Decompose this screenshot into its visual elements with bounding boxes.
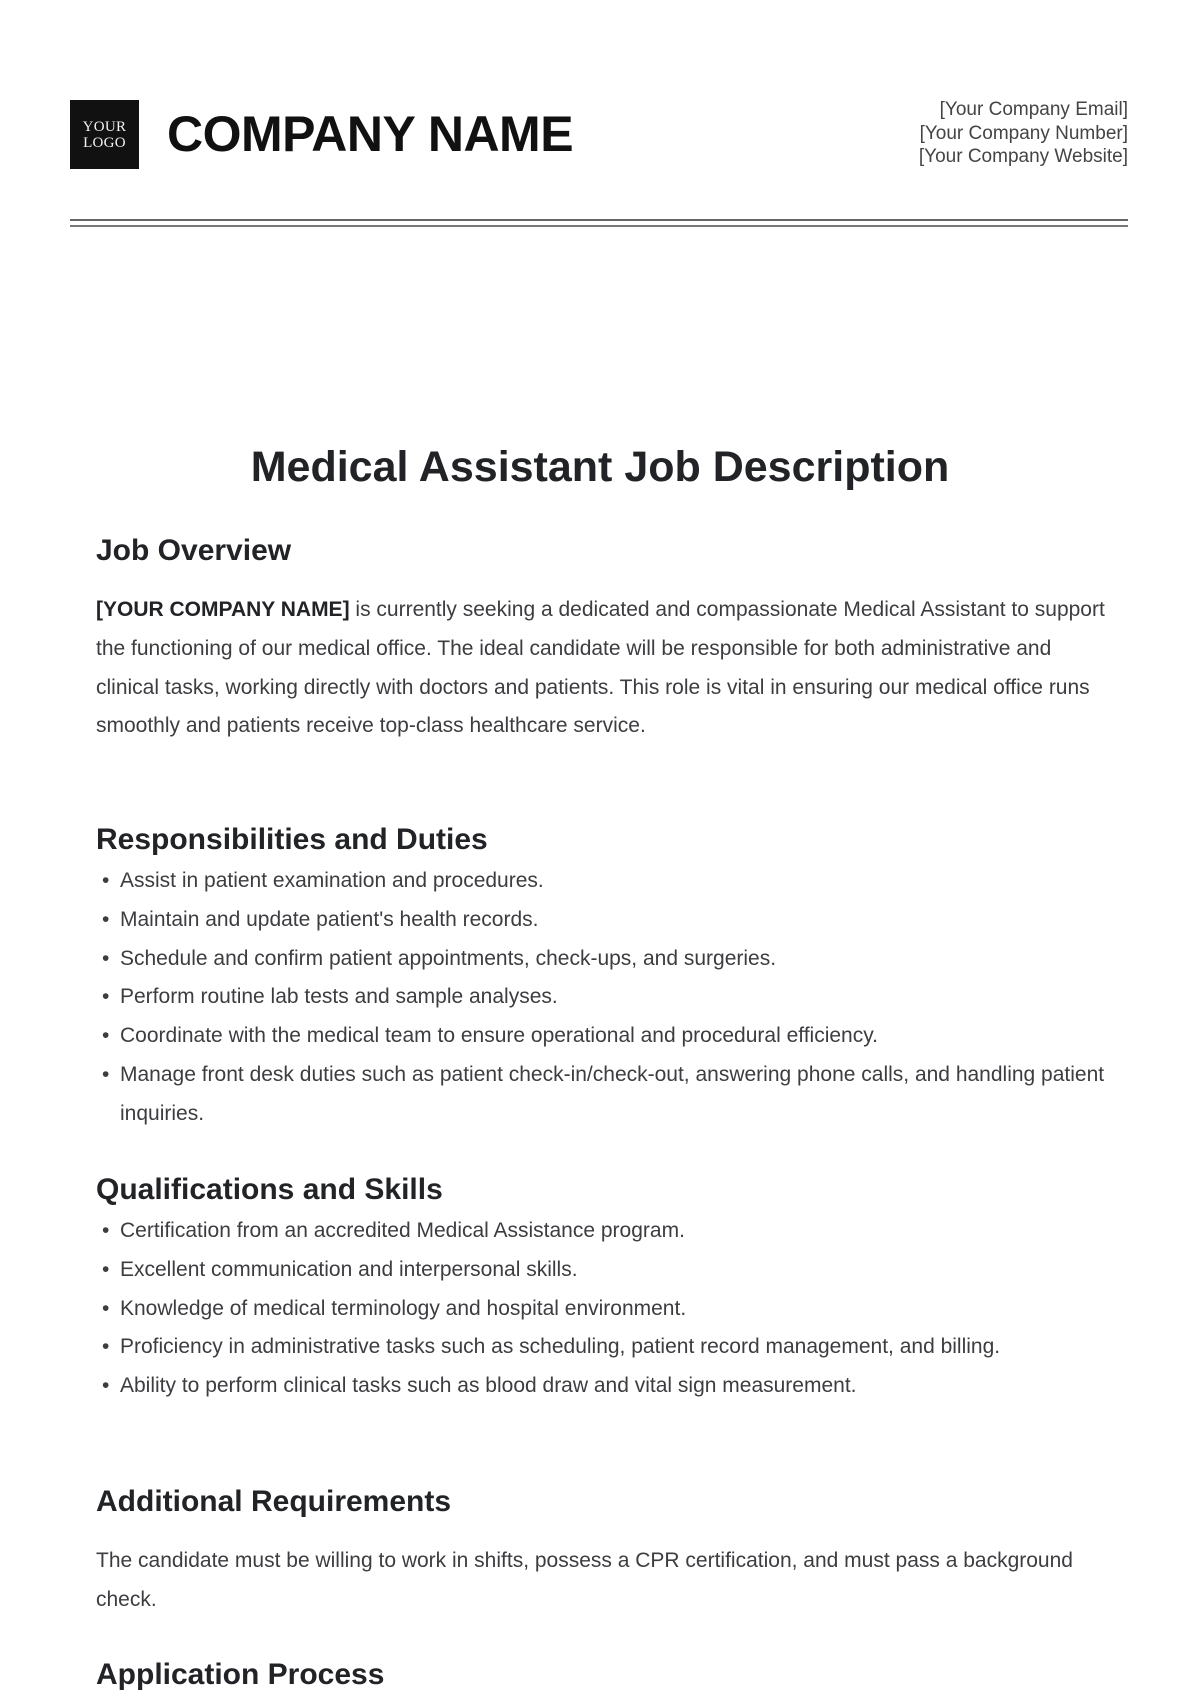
header-divider-top xyxy=(70,219,1128,221)
section-heading-responsibilities: Responsibilities and Duties xyxy=(96,823,488,856)
responsibilities-list xyxy=(96,862,1106,1134)
company-logo xyxy=(70,100,139,169)
company-name-placeholder: [YOUR COMPANY NAME] xyxy=(96,598,350,621)
company-website: [Your Company Website] xyxy=(918,146,1128,167)
company-contact-block xyxy=(919,98,1128,169)
company-email: [Your Company Email] xyxy=(939,99,1128,120)
list-item: • Proficiency in administrative tasks such as scheduling, patient record management, and billing. xyxy=(96,1328,1056,1367)
section-heading-qualifications: Qualifications and Skills xyxy=(96,1173,443,1206)
list-item: • Maintain and update patient's health records. xyxy=(96,901,1106,940)
section-heading-job-overview: Job Overview xyxy=(96,534,292,567)
list-item: • Manage front desk duties such as patient check-in/check-out, answering phone calls, and handling patient inquiries. xyxy=(96,1056,1106,1134)
job-overview-paragraph xyxy=(96,591,1116,746)
list-item: • Assist in patient examination and procedures. xyxy=(96,862,1106,901)
logo-text-line1: YOUR xyxy=(82,118,127,135)
qualifications-list xyxy=(96,1212,1056,1406)
list-item: • Schedule and confirm patient appointments, check-ups, and surgeries. xyxy=(96,940,1106,979)
section-heading-additional-requirements: Additional Requirements xyxy=(96,1485,452,1518)
list-item: • Ability to perform clinical tasks such as blood draw and vital sign measurement. xyxy=(96,1367,1056,1406)
list-item: • Perform routine lab tests and sample analyses. xyxy=(96,978,1106,1017)
list-item: • Coordinate with the medical team to ensure operational and procedural efficiency. xyxy=(96,1017,1106,1056)
list-item: • Certification from an accredited Medical Assistance program. xyxy=(96,1212,1056,1251)
document-title: Medical Assistant Job Description xyxy=(250,443,950,491)
job-overview-text: is currently seeking a dedicated and compassionate Medical Assistant to support the functioning of our medical office. The ideal candidate will be responsible for both administrative and clinical tasks, working directly with doctors and patients. This role is vital in ensuring our medical office runs smoothly and patients receive top-class healthcare service. xyxy=(96,598,1105,738)
list-item: • Excellent communication and interpersonal skills. xyxy=(96,1251,1056,1290)
logo-text-line2: LOGO xyxy=(83,134,126,151)
company-name: COMPANY NAME xyxy=(167,106,574,162)
section-heading-application-process: Application Process xyxy=(96,1658,385,1691)
header-divider-bottom xyxy=(70,225,1128,227)
company-number: [Your Company Number] xyxy=(919,122,1128,144)
additional-requirements-paragraph: The candidate must be willing to work in shifts, possess a CPR certification, and must pass a background check. xyxy=(96,1549,1073,1611)
list-item: • Knowledge of medical terminology and hospital environment. xyxy=(96,1290,1056,1329)
